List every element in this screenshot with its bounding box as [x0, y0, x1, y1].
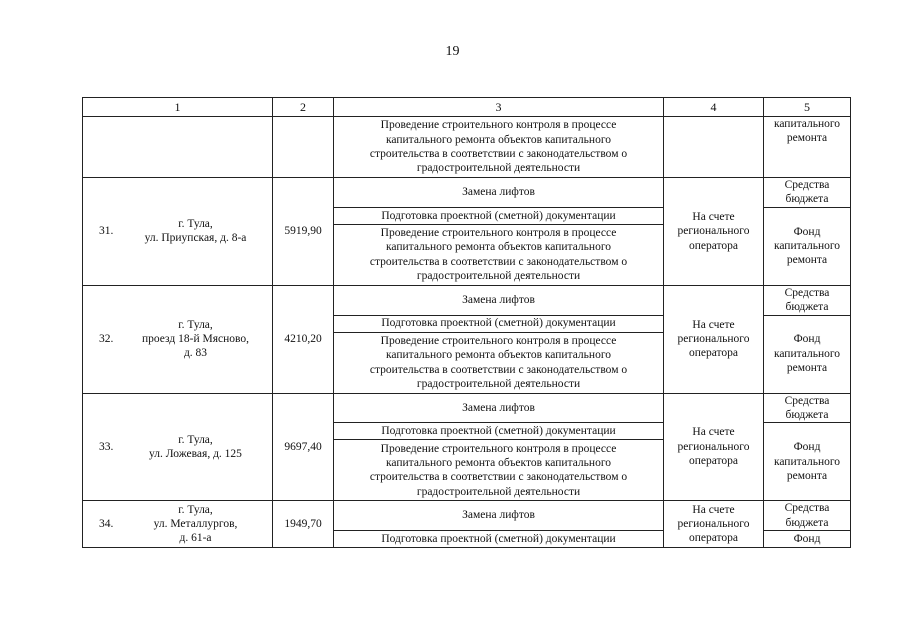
address-cell	[83, 285, 273, 393]
work-control-cell	[334, 440, 664, 501]
col-header-2: 2	[273, 98, 334, 117]
cont-work-line: Проведение строительного контроля в процессе	[380, 119, 617, 132]
work-control-line: Проведение строительного контроля в процессе	[380, 442, 617, 455]
work-doc-cell: Подготовка проектной (сметной) документации	[334, 531, 664, 548]
account-line: На счете	[692, 426, 735, 439]
source-line: капитального	[773, 455, 841, 468]
account-line: оператора	[688, 239, 739, 252]
account-cell	[664, 285, 764, 393]
address-line: г. Тула,	[178, 318, 213, 331]
work-control-line: строительства в соответствии с законодательством о	[369, 471, 628, 484]
cont-account-cell	[664, 117, 764, 178]
work-control-line: капитального ремонта объектов капитального	[385, 349, 611, 362]
work-control-cell	[334, 332, 664, 393]
source-budget-cell	[764, 501, 851, 531]
work-doc-cell: Подготовка проектной (сметной) документации	[334, 315, 664, 332]
address-cell	[83, 393, 273, 501]
account-line: регионального	[677, 332, 750, 345]
work-control-line: строительства в соответствии с законодательством о	[369, 363, 628, 376]
address-line: проезд 18-й Мясново,	[142, 332, 249, 345]
account-line: регионального	[677, 225, 750, 238]
cont-work-cell	[334, 117, 664, 178]
work-lift-cell: Замена лифтов	[334, 393, 664, 423]
account-cell	[664, 178, 764, 286]
account-line: регионального	[677, 517, 750, 530]
source-line: Фонд	[793, 225, 821, 238]
source-line: капитального	[773, 240, 841, 253]
address-line: ул. Металлургов,	[153, 517, 238, 530]
account-cell	[664, 501, 764, 548]
cont-address-cell	[83, 117, 273, 178]
work-lift-cell: Замена лифтов	[334, 178, 664, 208]
cont-source-cell	[764, 117, 851, 178]
col-header-3: 3	[334, 98, 664, 117]
account-cell	[664, 393, 764, 501]
work-control-line: Проведение строительного контроля в процессе	[380, 227, 617, 239]
table-row	[83, 501, 851, 531]
work-control-line: градостроительной деятельности	[416, 270, 581, 283]
account-line: На счете	[692, 318, 735, 331]
col-header-1: 1	[83, 98, 273, 117]
cont-source-line: капитального	[773, 118, 841, 130]
source-line: ремонта	[786, 469, 828, 482]
work-control-cell	[334, 224, 664, 285]
source-line: Фонд	[793, 333, 821, 346]
value-cell: 9697,40	[273, 393, 334, 501]
source-line: Средства	[784, 286, 830, 299]
source-line: капитального	[773, 347, 841, 360]
source-line: Средства	[784, 179, 830, 191]
row-number: 33.	[99, 440, 114, 453]
table-row	[83, 178, 851, 208]
work-lift-cell: Замена лифтов	[334, 285, 664, 315]
header-row	[83, 98, 851, 117]
source-line: Средства	[784, 394, 830, 407]
source-fund-cell	[764, 423, 851, 501]
source-budget-cell	[764, 285, 851, 315]
account-line: На счете	[692, 503, 735, 516]
source-budget-cell	[764, 178, 851, 208]
source-fund-cell: Фонд	[764, 531, 851, 548]
cont-value-cell	[273, 117, 334, 178]
address-cell	[83, 501, 273, 548]
work-control-line: строительства в соответствии с законодательством о	[369, 255, 628, 268]
source-line: бюджета	[785, 408, 829, 421]
value-cell: 4210,20	[273, 285, 334, 393]
col-header-5: 5	[764, 98, 851, 117]
work-control-line: капитального ремонта объектов капитального	[385, 456, 611, 469]
address-line: г. Тула,	[178, 218, 213, 230]
value-cell: 1949,70	[273, 501, 334, 548]
source-line: ремонта	[786, 362, 828, 375]
table-row	[83, 285, 851, 315]
account-line: регионального	[677, 440, 750, 453]
account-line: оператора	[688, 455, 739, 468]
address-line: г. Тула,	[178, 503, 213, 516]
works-table	[82, 97, 851, 548]
row-number: 32.	[99, 332, 114, 345]
source-line: бюджета	[785, 516, 829, 529]
source-line: Фонд	[793, 441, 821, 454]
row-number: 31.	[99, 225, 114, 238]
work-doc-cell: Подготовка проектной (сметной) документации	[334, 423, 664, 440]
address-line: ул. Ложевая, д. 125	[149, 447, 242, 460]
source-line: Средства	[784, 502, 830, 515]
account-line: оператора	[688, 532, 739, 545]
work-control-line: градостроительной деятельности	[416, 377, 581, 390]
address-line: д. 83	[183, 347, 208, 360]
source-line: ремонта	[786, 254, 828, 267]
source-line: бюджета	[785, 301, 829, 314]
account-line: оператора	[688, 347, 739, 360]
account-line: На счете	[692, 210, 735, 223]
source-fund-cell	[764, 315, 851, 393]
cont-source-line: ремонта	[786, 132, 828, 145]
source-fund-cell	[764, 207, 851, 285]
cont-work-line: капитального ремонта объектов капитального	[385, 133, 611, 146]
address-line: ул. Приупская, д. 8-а	[144, 232, 247, 245]
value-cell: 5919,90	[273, 178, 334, 286]
row-number: 34.	[99, 517, 114, 530]
table-row	[83, 393, 851, 423]
address-line: г. Тула,	[178, 433, 213, 446]
cont-work-line: строительства в соответствии с законодательством о	[369, 148, 628, 160]
address-cell	[83, 178, 273, 286]
work-control-line: градостроительной деятельности	[416, 485, 581, 498]
work-control-line: капитального ремонта объектов капитального	[385, 241, 611, 254]
source-budget-cell	[764, 393, 851, 423]
work-control-line: Проведение строительного контроля в процессе	[380, 334, 617, 347]
address-line: д. 61-а	[179, 532, 212, 545]
col-header-4: 4	[664, 98, 764, 117]
continuation-row	[83, 117, 851, 178]
work-doc-cell: Подготовка проектной (сметной) документации	[334, 207, 664, 224]
source-line: бюджета	[785, 193, 829, 206]
cont-work-line: градостроительной деятельности	[416, 162, 581, 175]
page-number: 19	[445, 44, 460, 59]
work-lift-cell: Замена лифтов	[334, 501, 664, 531]
